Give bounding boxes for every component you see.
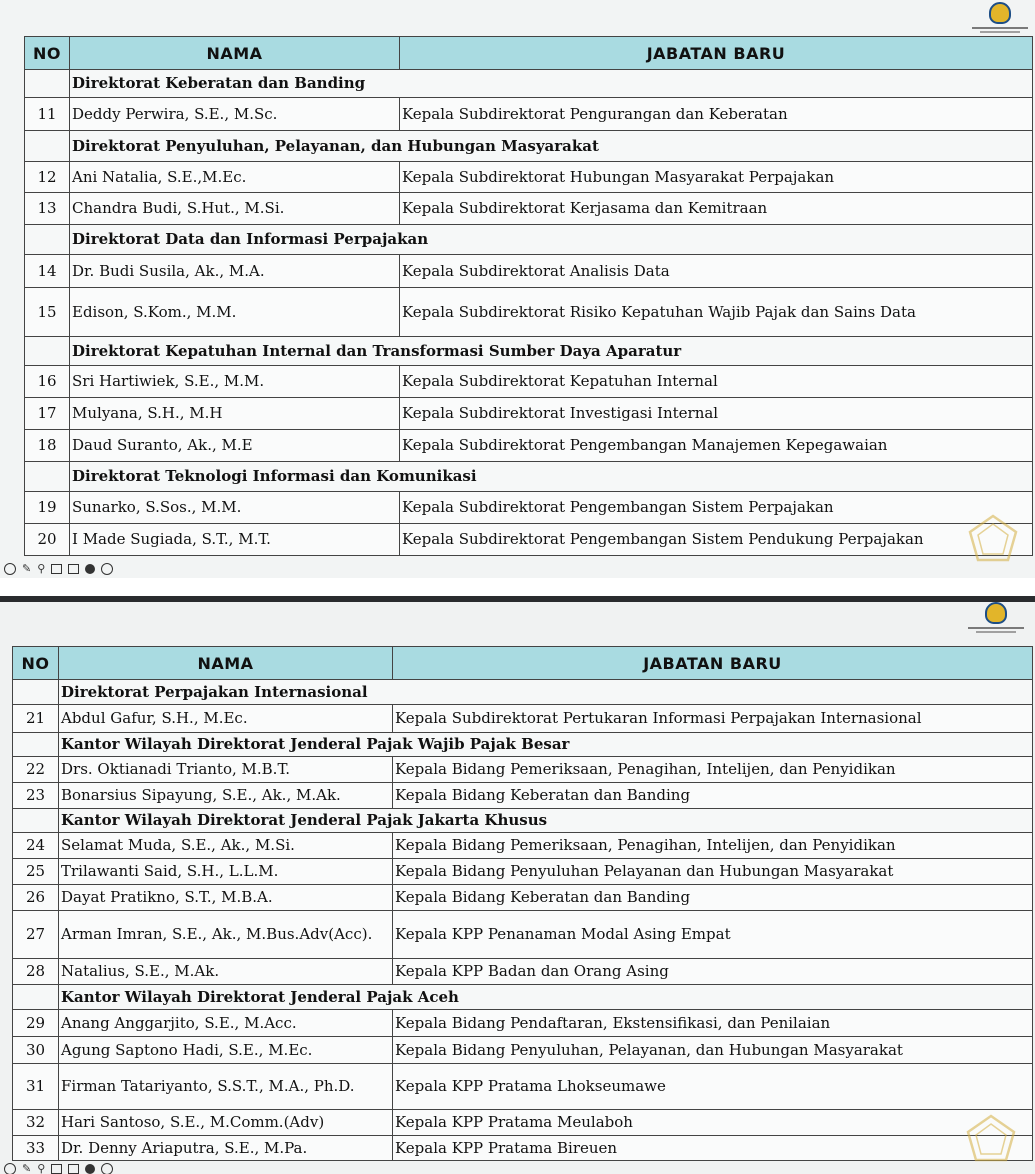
row-no: 14 [25, 255, 70, 288]
record-icon[interactable] [85, 564, 95, 574]
table-row [13, 783, 1033, 809]
row-no: 32 [13, 1110, 59, 1136]
section-row [13, 680, 1033, 705]
row-jabatan: Kepala Subdirektorat Kepatuhan Internal [400, 366, 1033, 398]
section-row [13, 733, 1033, 757]
row-jabatan: Kepala Bidang Pemeriksaan, Penagihan, Intelijen, dan Penyidikan [393, 757, 1033, 783]
ministry-logo-icon [968, 602, 1024, 633]
row-nama: Firman Tatariyanto, S.S.T., M.A., Ph.D. [59, 1064, 393, 1110]
row-no: 28 [13, 959, 59, 985]
row-nama: Dayat Pratikno, S.T., M.B.A. [59, 885, 393, 911]
row-no: 21 [13, 705, 59, 733]
table-row [13, 885, 1033, 911]
row-nama: Dr. Denny Ariaputra, S.E., M.Pa. [59, 1136, 393, 1161]
row-jabatan: Kepala KPP Pratama Meulaboh [393, 1110, 1033, 1136]
settings-icon[interactable] [101, 1163, 113, 1174]
section-row [25, 337, 1033, 366]
header-jabatan: JABATAN BARU [393, 647, 1033, 680]
pentagon-watermark-icon [966, 1114, 1016, 1162]
row-no: 33 [13, 1136, 59, 1161]
row-no: 23 [13, 783, 59, 809]
row-jabatan: Kepala Subdirektorat Hubungan Masyarakat Perpajakan [400, 162, 1033, 193]
row-jabatan: Kepala Bidang Penyuluhan Pelayanan dan Hubungan Masyarakat [393, 859, 1033, 885]
row-jabatan: Kepala Bidang Pendaftaran, Ekstensifikasi, dan Penilaian [393, 1010, 1033, 1037]
table-row [25, 98, 1033, 131]
row-no: 25 [13, 859, 59, 885]
row-nama: Arman Imran, S.E., Ak., M.Bus.Adv(Acc). [59, 911, 393, 959]
section-row [25, 462, 1033, 492]
pen-icon[interactable]: ✎ [22, 562, 32, 575]
table-row [13, 757, 1033, 783]
table-row [13, 1136, 1033, 1161]
row-nama: Mulyana, S.H., M.H [70, 398, 400, 430]
row-nama: Trilawanti Said, S.H., L.L.M. [59, 859, 393, 885]
row-jabatan: Kepala KPP Penanaman Modal Asing Empat [393, 911, 1033, 959]
row-nama: Natalius, S.E., M.Ak. [59, 959, 393, 985]
table-header [25, 37, 1033, 70]
row-nama: Selamat Muda, S.E., Ak., M.Si. [59, 833, 393, 859]
row-no: 19 [25, 492, 70, 524]
table-row [13, 859, 1033, 885]
row-nama: Sunarko, S.Sos., M.M. [70, 492, 400, 524]
header-jabatan: JABATAN BARU [400, 37, 1033, 70]
section-title: Direktorat Teknologi Informasi dan Komunikasi [70, 462, 1033, 492]
row-jabatan: Kepala Bidang Penyuluhan, Pelayanan, dan Hubungan Masyarakat [393, 1037, 1033, 1064]
row-jabatan: Kepala Subdirektorat Investigasi Internal [400, 398, 1033, 430]
circle-icon[interactable] [4, 563, 16, 575]
table-row [25, 524, 1033, 556]
row-jabatan: Kepala KPP Pratama Bireuen [393, 1136, 1033, 1161]
row-no: 18 [25, 430, 70, 462]
row-nama: Agung Saptono Hadi, S.E., M.Ec. [59, 1037, 393, 1064]
section-title: Kantor Wilayah Direktorat Jenderal Pajak Aceh [59, 985, 1033, 1010]
header-nama: NAMA [70, 37, 400, 70]
table-row [25, 193, 1033, 225]
section-title: Direktorat Keberatan dan Banding [70, 70, 1033, 98]
table-row [25, 430, 1033, 462]
circle-icon[interactable] [4, 1163, 16, 1174]
table-row [13, 833, 1033, 859]
row-jabatan: Kepala Bidang Keberatan dan Banding [393, 885, 1033, 911]
settings-icon[interactable] [101, 563, 113, 575]
row-no: 27 [13, 911, 59, 959]
section-title: Direktorat Perpajakan Internasional [59, 680, 1033, 705]
row-jabatan: Kepala Bidang Keberatan dan Banding [393, 783, 1033, 809]
row-no: 16 [25, 366, 70, 398]
table-row [13, 1064, 1033, 1110]
camera-icon[interactable] [68, 564, 79, 574]
slide-bottom [0, 596, 1035, 1174]
table-row [25, 492, 1033, 524]
section-row [25, 225, 1033, 255]
row-jabatan: Kepala Subdirektorat Analisis Data [400, 255, 1033, 288]
table-row [13, 959, 1033, 985]
search-icon[interactable]: ⚲ [37, 562, 46, 575]
section-title: Kantor Wilayah Direktorat Jenderal Pajak Jakarta Khusus [59, 809, 1033, 833]
header-nama: NAMA [59, 647, 393, 680]
row-nama: Sri Hartiwiek, S.E., M.M. [70, 366, 400, 398]
pen-icon[interactable]: ✎ [22, 1162, 32, 1174]
section-title: Kantor Wilayah Direktorat Jenderal Pajak Wajib Pajak Besar [59, 733, 1033, 757]
row-no: 15 [25, 288, 70, 337]
section-row [13, 809, 1033, 833]
row-jabatan: Kepala Subdirektorat Pengembangan Manajemen Kepegawaian [400, 430, 1033, 462]
row-jabatan: Kepala Subdirektorat Pengembangan Sistem Perpajakan [400, 492, 1033, 524]
row-nama: Edison, S.Kom., M.M. [70, 288, 400, 337]
row-jabatan: Kepala Subdirektorat Pengembangan Sistem Pendukung Perpajakan [400, 524, 1033, 556]
row-nama: Deddy Perwira, S.E., M.Sc. [70, 98, 400, 131]
jabatan-table-2 [12, 646, 1033, 1161]
table-row [13, 1037, 1033, 1064]
table-row [25, 162, 1033, 193]
row-jabatan: Kepala KPP Badan dan Orang Asing [393, 959, 1033, 985]
row-jabatan: Kepala KPP Pratama Lhokseumawe [393, 1064, 1033, 1110]
search-icon[interactable]: ⚲ [37, 1162, 46, 1174]
row-no: 31 [13, 1064, 59, 1110]
row-no: 26 [13, 885, 59, 911]
row-nama: Ani Natalia, S.E.,M.Ec. [70, 162, 400, 193]
grid-icon[interactable] [51, 564, 62, 574]
row-no: 12 [25, 162, 70, 193]
record-icon[interactable] [85, 1164, 95, 1174]
header-no: NO [25, 37, 70, 70]
row-nama: Drs. Oktianadi Trianto, M.B.T. [59, 757, 393, 783]
section-row [25, 131, 1033, 162]
row-nama: Abdul Gafur, S.H., M.Ec. [59, 705, 393, 733]
table-row [25, 398, 1033, 430]
row-no: 17 [25, 398, 70, 430]
row-no: 24 [13, 833, 59, 859]
section-title: Direktorat Data dan Informasi Perpajakan [70, 225, 1033, 255]
table-row [13, 1110, 1033, 1136]
slide-top [0, 0, 1035, 578]
table-row [13, 911, 1033, 959]
camera-icon[interactable] [68, 1164, 79, 1174]
row-no: 22 [13, 757, 59, 783]
presentation-toolbar [4, 562, 113, 575]
table-row [25, 366, 1033, 398]
jabatan-table-1 [24, 36, 1033, 556]
row-no: 30 [13, 1037, 59, 1064]
section-row [13, 985, 1033, 1010]
row-no: 20 [25, 524, 70, 556]
header-no: NO [13, 647, 59, 680]
row-jabatan: Kepala Subdirektorat Risiko Kepatuhan Wajib Pajak dan Sains Data [400, 288, 1033, 337]
window-menubar [0, 596, 1035, 602]
row-no: 13 [25, 193, 70, 225]
row-jabatan: Kepala Bidang Pemeriksaan, Penagihan, Intelijen, dan Penyidikan [393, 833, 1033, 859]
pentagon-watermark-icon [968, 514, 1018, 562]
row-nama: Daud Suranto, Ak., M.E [70, 430, 400, 462]
row-no: 11 [25, 98, 70, 131]
ministry-logo-icon [972, 2, 1028, 33]
table-row [13, 1010, 1033, 1037]
row-no: 29 [13, 1010, 59, 1037]
row-jabatan: Kepala Subdirektorat Kerjasama dan Kemitraan [400, 193, 1033, 225]
row-nama: Anang Anggarjito, S.E., M.Acc. [59, 1010, 393, 1037]
grid-icon[interactable] [51, 1164, 62, 1174]
row-nama: Chandra Budi, S.Hut., M.Si. [70, 193, 400, 225]
section-row [25, 70, 1033, 98]
table-row [25, 255, 1033, 288]
section-title: Direktorat Kepatuhan Internal dan Transformasi Sumber Daya Aparatur [70, 337, 1033, 366]
row-nama: Dr. Budi Susila, Ak., M.A. [70, 255, 400, 288]
table-row [13, 705, 1033, 733]
table-row [25, 288, 1033, 337]
section-title: Direktorat Penyuluhan, Pelayanan, dan Hubungan Masyarakat [70, 131, 1033, 162]
presentation-toolbar [4, 1162, 113, 1174]
row-jabatan: Kepala Subdirektorat Pengurangan dan Keberatan [400, 98, 1033, 131]
row-jabatan: Kepala Subdirektorat Pertukaran Informasi Perpajakan Internasional [393, 705, 1033, 733]
row-nama: Bonarsius Sipayung, S.E., Ak., M.Ak. [59, 783, 393, 809]
row-nama: Hari Santoso, S.E., M.Comm.(Adv) [59, 1110, 393, 1136]
table-header [13, 647, 1033, 680]
row-nama: I Made Sugiada, S.T., M.T. [70, 524, 400, 556]
